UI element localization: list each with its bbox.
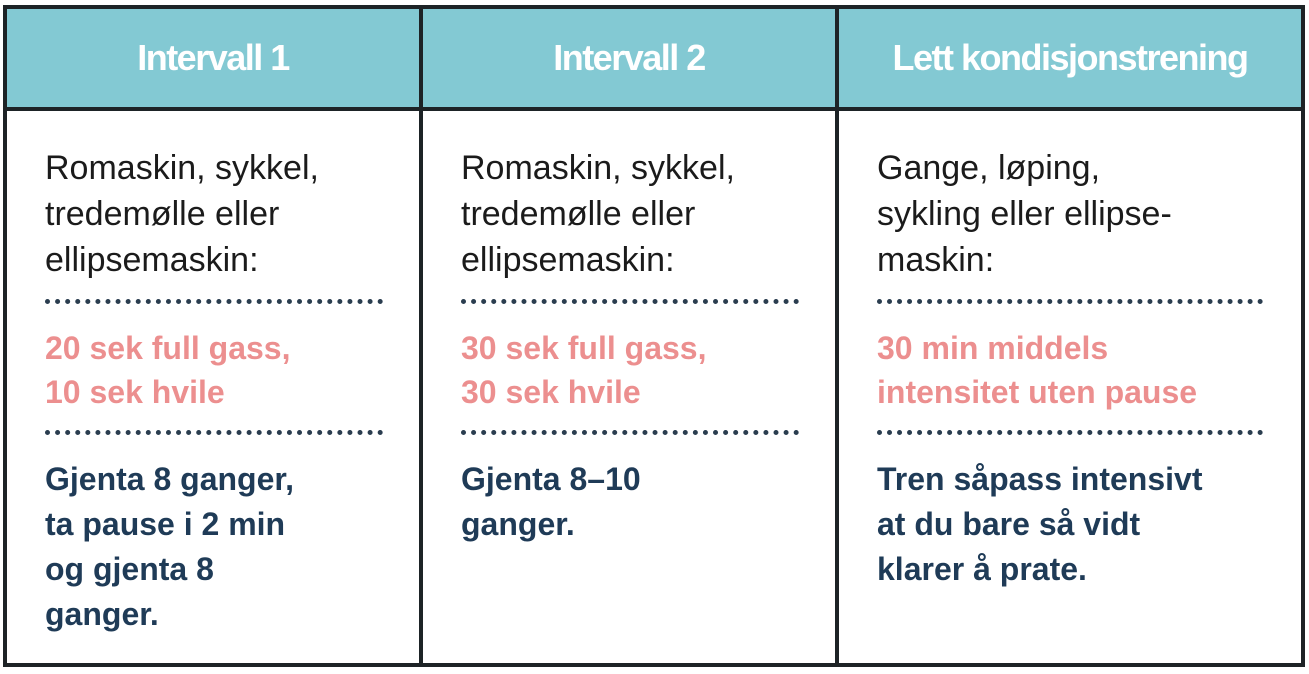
text-line: ta pause i 2 min [45,506,286,542]
text-line: Gange, løping, [877,149,1101,187]
text-line: at du bare så vidt [877,506,1141,542]
text-line: og gjenta 8 [45,551,214,587]
text-line: ellipsemaskin: [45,241,259,279]
column-title: Intervall 2 [553,37,705,78]
intensity-text [461,326,827,414]
text-line: Romaskin, sykkel, [461,149,735,187]
text-line: Gjenta 8 ganger, [45,461,294,497]
text-line: maskin: [877,241,995,279]
repeat-text [461,457,827,547]
column-header [7,9,419,111]
column-intervall-2 [423,9,839,663]
text-line: 20 sek full gass, [45,330,291,366]
dotted-divider [461,430,799,435]
dotted-divider [877,430,1263,435]
dotted-divider [45,299,383,304]
text-line: ganger. [45,596,159,632]
intensity-text [45,326,411,414]
text-line: sykling eller ellipse- [877,195,1172,233]
text-line: 10 sek hvile [45,374,225,410]
text-line: klarer å prate. [877,551,1087,587]
training-table [3,5,1305,667]
equipment-text [461,145,827,283]
text-line: 30 min middels [877,330,1109,366]
dotted-divider [45,430,383,435]
column-title: Lett kondisjonstrening [892,37,1248,78]
column-title: Intervall 1 [137,37,289,78]
equipment-text [877,145,1293,283]
repeat-text [45,457,411,637]
column-header [839,9,1301,111]
column-intervall-1 [7,9,423,663]
dotted-divider [461,299,799,304]
text-line: intensitet uten pause [877,374,1198,410]
text-line: 30 sek full gass, [461,330,707,366]
column-header [423,9,835,111]
text-line: ellipsemaskin: [461,241,675,279]
text-line: Romaskin, sykkel, [45,149,319,187]
column-lett-kondisjonstrening [839,9,1301,663]
text-line: Gjenta 8–10 [461,461,641,497]
text-line: tredemølle eller [45,195,280,233]
text-line: tredemølle eller [461,195,696,233]
intensity-text [877,326,1293,414]
equipment-text [45,145,411,283]
repeat-text [877,457,1293,592]
text-line: 30 sek hvile [461,374,641,410]
text-line: Tren såpass intensivt [877,461,1203,497]
dotted-divider [877,299,1263,304]
text-line: ganger. [461,506,575,542]
